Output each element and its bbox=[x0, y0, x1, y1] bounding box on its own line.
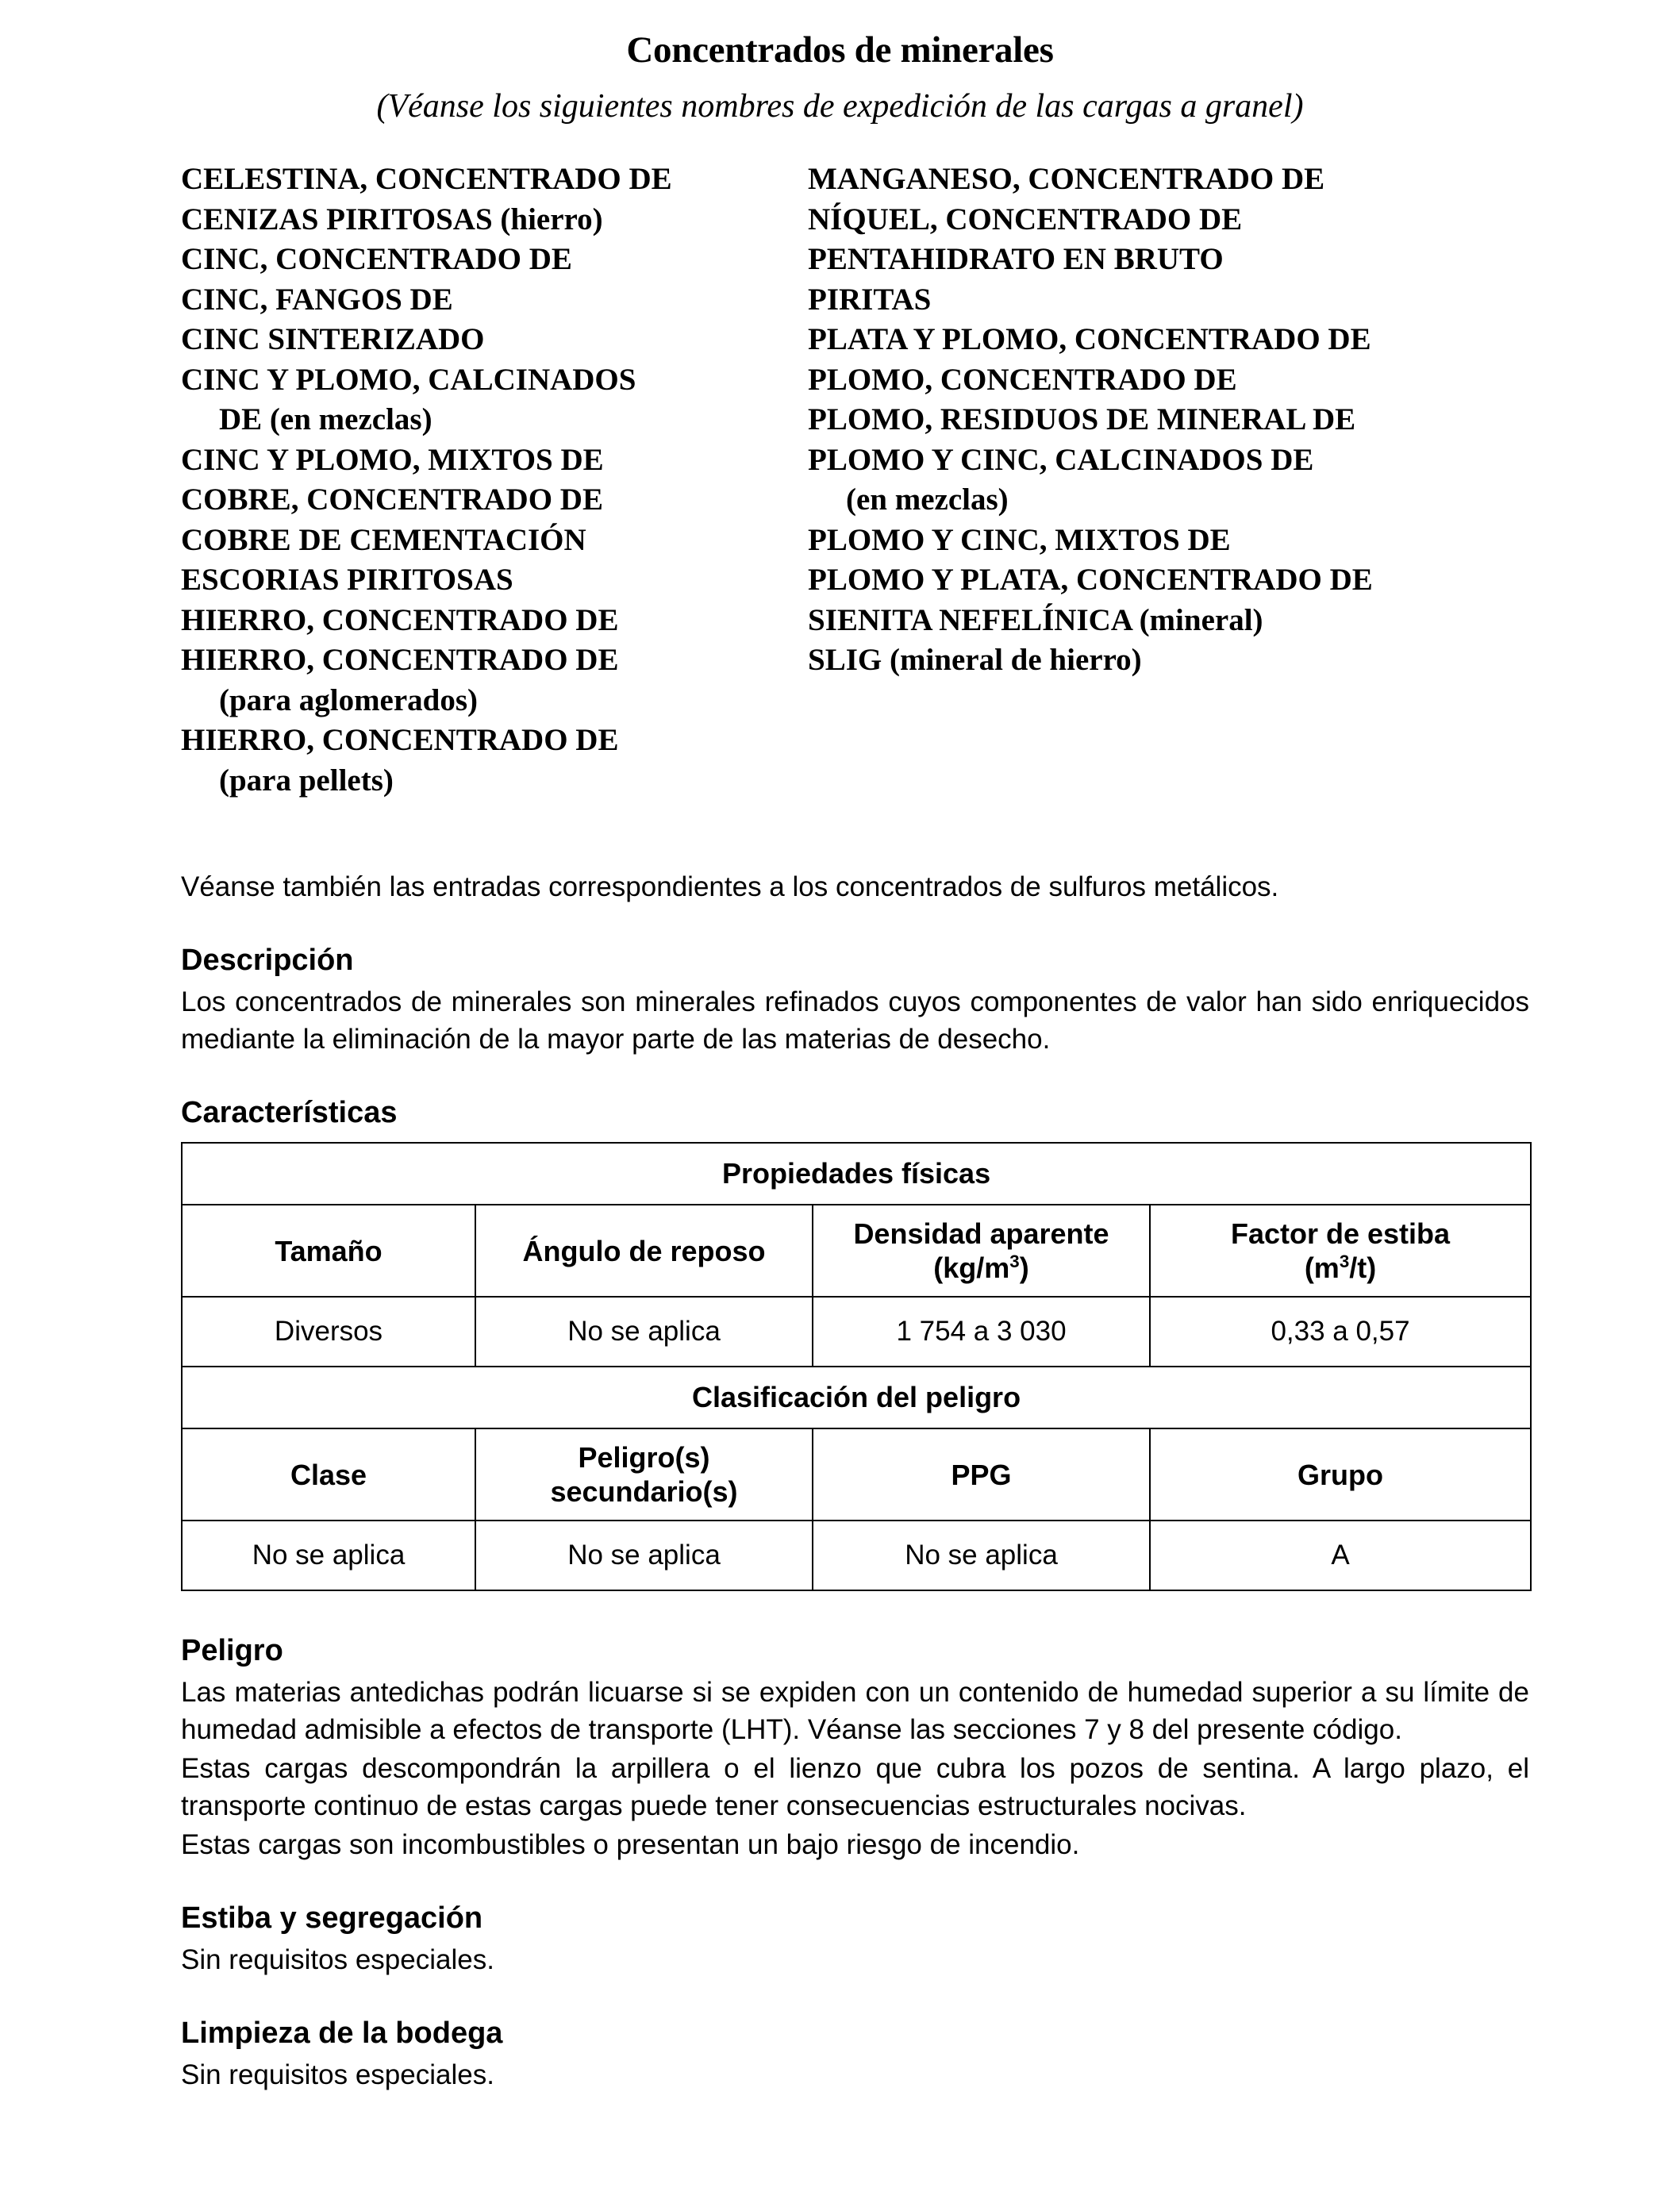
hazard-classification-band: Clasificación del peligro bbox=[182, 1367, 1531, 1428]
cargo-name-item: PLOMO, RESIDUOS DE MINERAL DE bbox=[808, 402, 1356, 436]
paragraph-limpieza: Sin requisitos especiales. bbox=[181, 2059, 494, 2090]
cargo-list-right-column bbox=[808, 160, 1435, 681]
header-group: Grupo bbox=[1150, 1428, 1531, 1521]
heading-peligro: Peligro bbox=[181, 1634, 283, 1667]
density-unit-pre: (kg/m bbox=[933, 1251, 1010, 1284]
table-row-hazard-band bbox=[182, 1367, 1531, 1428]
heading-descripcion: Descripción bbox=[181, 944, 354, 977]
header-bulk-density-line1: Densidad aparente bbox=[853, 1217, 1109, 1250]
header-size: Tamaño bbox=[182, 1205, 475, 1297]
paragraph-peligro-2: Estas cargas descompondrán la arpillera o el lienzo que cubra los pozos de sentina. A largo plazo, el transporte continuo de estas cargas puede tener consecuencias estructurales nocivas. bbox=[181, 1753, 1529, 1821]
physical-properties-band: Propiedades físicas bbox=[182, 1143, 1531, 1205]
characteristics-table-wrapper bbox=[0, 1142, 1680, 1591]
cargo-name-item: NÍQUEL, CONCENTRADO DE bbox=[808, 202, 1243, 236]
cargo-name-item: HIERRO, CONCENTRADO DE bbox=[181, 602, 619, 637]
stowage-unit-post: /t) bbox=[1349, 1251, 1377, 1284]
cargo-name-item: COBRE, CONCENTRADO DE bbox=[181, 483, 603, 517]
stowage-unit-superscript: 3 bbox=[1339, 1251, 1350, 1271]
document-body-lower bbox=[0, 1632, 1680, 2093]
cargo-list-left-column bbox=[181, 160, 808, 801]
value-stowage-factor: 0,33 a 0,57 bbox=[1150, 1297, 1531, 1367]
page-subtitle: (Véanse los siguientes nombres de expedición de las cargas a granel) bbox=[376, 88, 1304, 125]
heading-estiba-y-segregacion: Estiba y segregación bbox=[181, 1901, 483, 1935]
header-stowage-factor-unit bbox=[1305, 1251, 1376, 1284]
cargo-name-list bbox=[0, 160, 1680, 801]
cargo-name-item: SIENITA NEFELÍNICA (mineral) bbox=[808, 602, 1263, 637]
density-unit-post: ) bbox=[1019, 1251, 1029, 1284]
header-subsidiary-line1: Peligro(s) bbox=[578, 1441, 710, 1474]
cargo-name-item: CINC, FANGOS DE bbox=[181, 282, 453, 317]
value-ppg: No se aplica bbox=[813, 1521, 1150, 1590]
header-angle-of-repose: Ángulo de reposo bbox=[475, 1205, 813, 1297]
cargo-name-item: CINC Y PLOMO, MIXTOS DE bbox=[181, 442, 604, 477]
cargo-name-item: CINC Y PLOMO, CALCINADOS bbox=[181, 362, 636, 397]
characteristics-table bbox=[181, 1142, 1532, 1591]
cargo-name-item: SLIG (mineral de hierro) bbox=[808, 643, 1142, 677]
stowage-unit-pre: (m bbox=[1304, 1251, 1340, 1284]
table-row-physical-band bbox=[182, 1143, 1531, 1205]
cargo-name-item: DE (en mezclas) bbox=[219, 402, 432, 436]
value-size: Diversos bbox=[182, 1297, 475, 1367]
cargo-name-item: PENTAHIDRATO EN BRUTO bbox=[808, 242, 1224, 276]
header-class: Clase bbox=[182, 1428, 475, 1521]
value-class: No se aplica bbox=[182, 1521, 475, 1590]
cargo-name-item: PIRITAS bbox=[808, 282, 932, 317]
cargo-name-item: (en mezclas) bbox=[846, 483, 1009, 517]
paragraph-peligro-3: Estas cargas son incombustibles o presentan un bajo riesgo de incendio. bbox=[181, 1829, 1080, 1860]
paragraph-peligro-1: Las materias antedichas podrán licuarse si se expiden con un contenido de humedad superior a su límite de humedad admisible a efectos de transporte (LHT). Véanse las secciones 7 y 8 del presente código. bbox=[181, 1677, 1529, 1745]
paragraph-estiba: Sin requisitos especiales. bbox=[181, 1944, 494, 1975]
heading-caracteristicas: Características bbox=[181, 1096, 398, 1129]
value-subsidiary-hazards: No se aplica bbox=[475, 1521, 813, 1590]
value-bulk-density: 1 754 a 3 030 bbox=[813, 1297, 1150, 1367]
table-row-hazard-values bbox=[182, 1521, 1531, 1590]
cargo-name-item: CENIZAS PIRITOSAS (hierro) bbox=[181, 202, 603, 236]
document-body bbox=[0, 869, 1680, 1131]
header-bulk-density bbox=[813, 1205, 1150, 1297]
density-unit-superscript: 3 bbox=[1009, 1251, 1020, 1271]
cargo-name-item: HIERRO, CONCENTRADO DE bbox=[181, 643, 619, 677]
cargo-name-item: (para pellets) bbox=[219, 763, 394, 798]
cargo-name-item: ESCORIAS PIRITOSAS bbox=[181, 563, 513, 597]
cargo-name-item: COBRE DE CEMENTACIÓN bbox=[181, 522, 586, 557]
value-angle-of-repose: No se aplica bbox=[475, 1297, 813, 1367]
table-row-physical-headers bbox=[182, 1205, 1531, 1297]
header-subsidiary-hazards bbox=[475, 1428, 813, 1521]
cargo-name-item: PLOMO Y CINC, MIXTOS DE bbox=[808, 522, 1231, 557]
page-title: Concentrados de minerales bbox=[626, 29, 1054, 71]
cargo-name-item: PLATA Y PLOMO, CONCENTRADO DE bbox=[808, 322, 1371, 356]
header-bulk-density-unit bbox=[933, 1251, 1028, 1284]
value-group: A bbox=[1150, 1521, 1531, 1590]
header-ppg: PPG bbox=[813, 1428, 1150, 1521]
header-stowage-factor bbox=[1150, 1205, 1531, 1297]
cargo-name-item: PLOMO Y PLATA, CONCENTRADO DE bbox=[808, 563, 1373, 597]
cargo-name-item: PLOMO, CONCENTRADO DE bbox=[808, 362, 1237, 397]
cargo-name-item: HIERRO, CONCENTRADO DE bbox=[181, 723, 619, 757]
table-row-hazard-headers bbox=[182, 1428, 1531, 1521]
header-stowage-factor-line1: Factor de estiba bbox=[1230, 1217, 1451, 1250]
header-subsidiary-line2: secundario(s) bbox=[550, 1475, 738, 1508]
cargo-name-item: PLOMO Y CINC, CALCINADOS DE bbox=[808, 442, 1314, 477]
paragraph-descripcion: Los concentrados de minerales son minerales refinados cuyos componentes de valor han sido enriquecidos mediante la eliminación de la mayor parte de las materias de desecho. bbox=[181, 986, 1529, 1055]
cargo-name-item: CELESTINA, CONCENTRADO DE bbox=[181, 162, 672, 196]
cargo-name-item: CINC, CONCENTRADO DE bbox=[181, 242, 572, 276]
cargo-name-item: CINC SINTERIZADO bbox=[181, 322, 485, 356]
cargo-name-item: (para aglomerados) bbox=[219, 682, 479, 717]
heading-limpieza-de-la-bodega: Limpieza de la bodega bbox=[181, 2017, 503, 2050]
cargo-name-item: MANGANESO, CONCENTRADO DE bbox=[808, 162, 1325, 196]
cross-reference-note: Véanse también las entradas correspondientes a los concentrados de sulfuros metálicos. bbox=[181, 871, 1279, 902]
table-row-physical-values bbox=[182, 1297, 1531, 1367]
